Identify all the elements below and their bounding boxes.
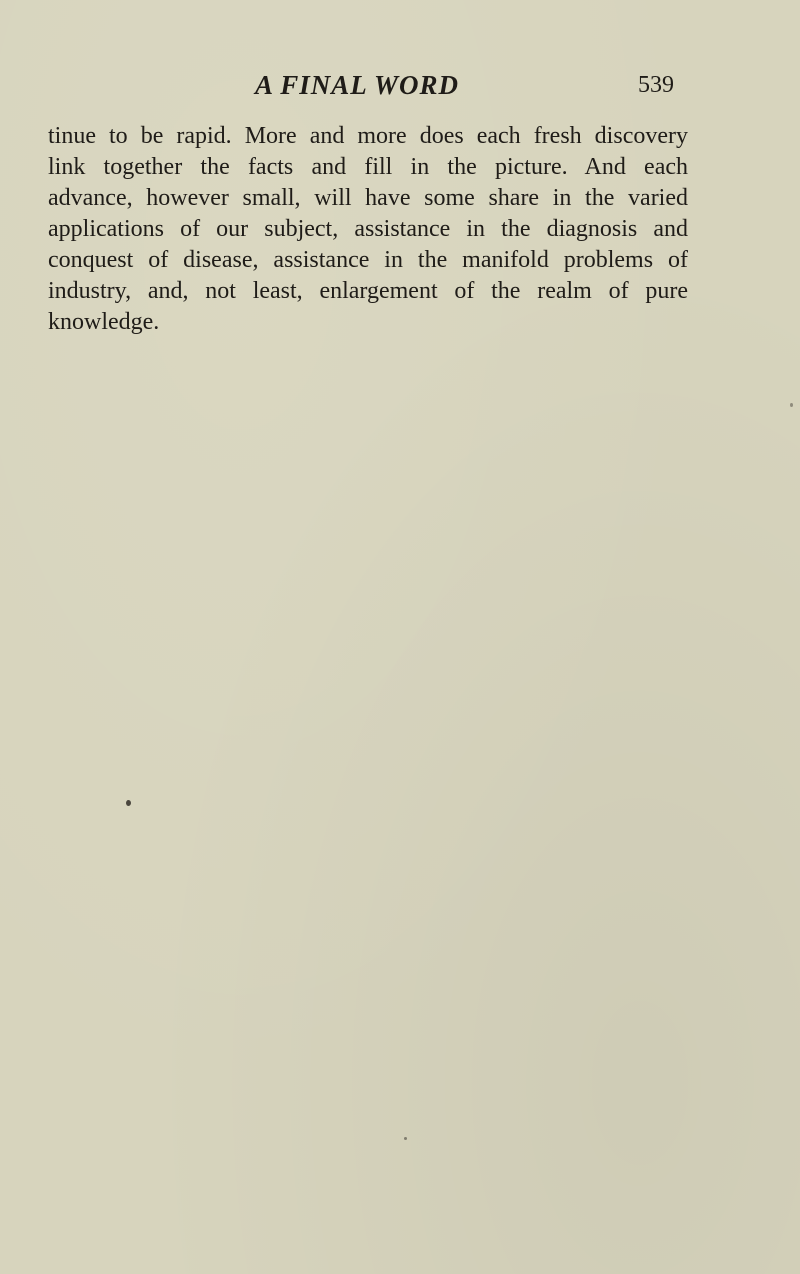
paper-speck (404, 1137, 407, 1140)
paper-speck (126, 800, 131, 806)
text-line: industry, and, not least, enlargement of the realm of pure (48, 278, 688, 304)
page-number: 539 (638, 72, 674, 98)
running-head (0, 70, 800, 110)
text-line-last: knowledge. (48, 309, 160, 335)
text-line: advance, however small, will have some share in the varied (48, 185, 688, 211)
text-line: tinue to be rapid. More and more does each fresh discovery (48, 123, 688, 149)
running-head-title: A FINAL WORD (255, 70, 460, 100)
body-paragraph (48, 121, 688, 338)
text-line: applications of our subject, assistance in the diagnosis and (48, 216, 688, 242)
text-line: link together the facts and fill in the picture. And each (48, 154, 688, 180)
paper-speck (790, 403, 793, 407)
text-line: conquest of disease, assistance in the manifold problems of (48, 247, 688, 273)
